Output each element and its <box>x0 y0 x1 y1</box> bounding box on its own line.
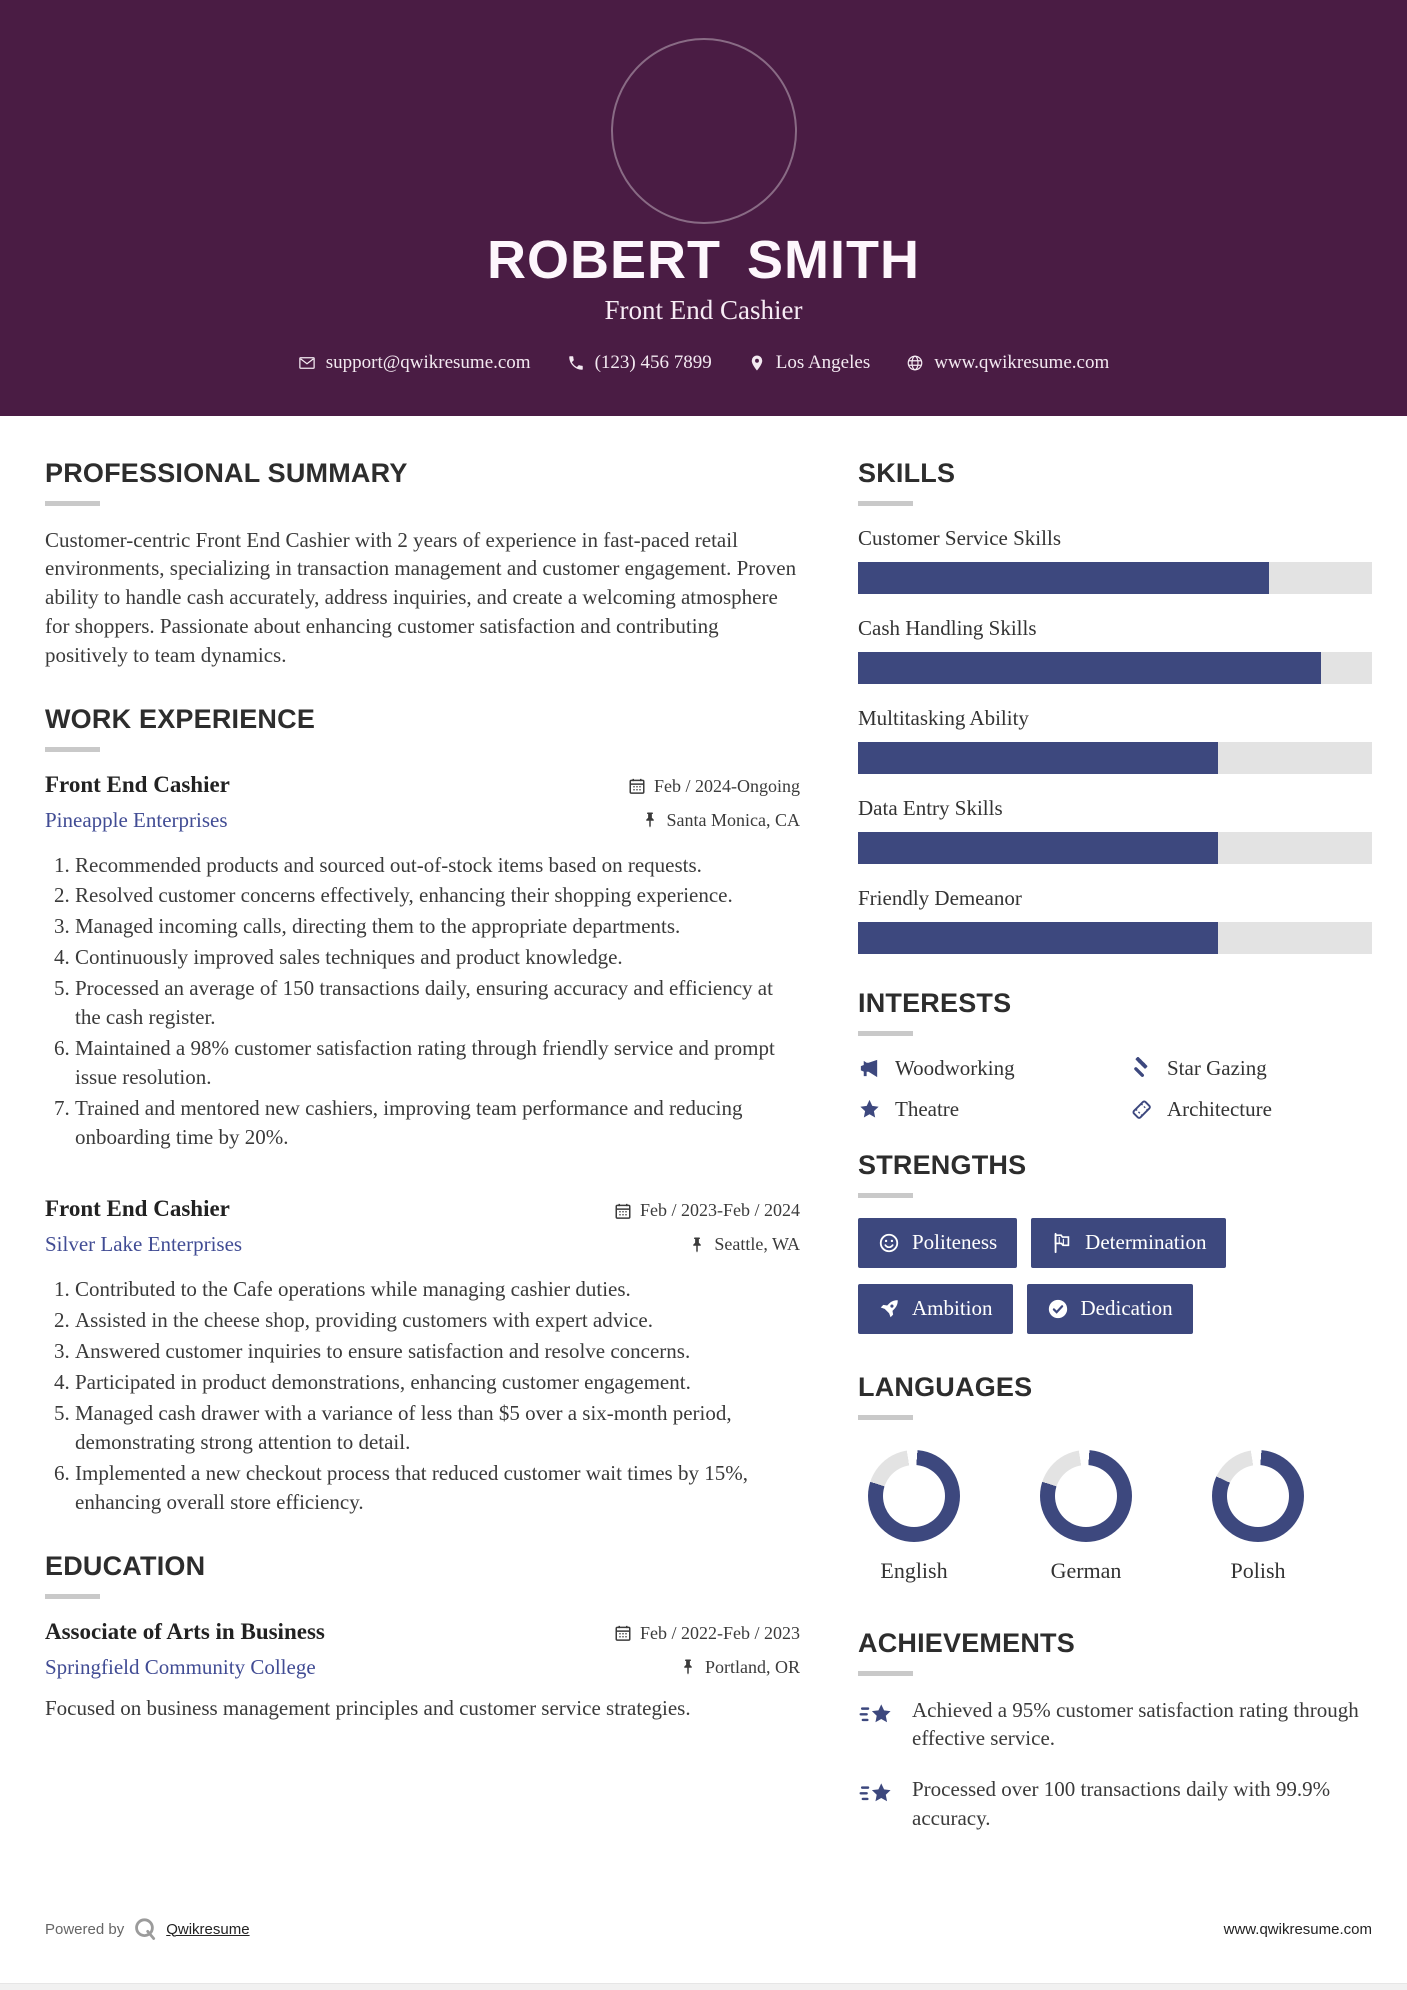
experience-section <box>45 704 800 1517</box>
job-header-right <box>628 772 800 831</box>
skill-label: Data Entry Skills <box>858 795 1003 820</box>
job-dates-text: Feb / 2023-Feb / 2024 <box>640 1200 800 1221</box>
language-label: Polish <box>1230 1557 1286 1583</box>
language-item <box>1212 1450 1304 1584</box>
strength-label: Ambition <box>912 1296 993 1321</box>
section-divider <box>45 1594 100 1599</box>
education-location-text: Portland, OR <box>704 1656 800 1677</box>
achievement-item <box>858 1696 1372 1754</box>
candidate-name: ROBERT SMITH <box>487 230 920 290</box>
job-title: Front End Cashier <box>45 1196 230 1222</box>
avatar <box>611 38 797 224</box>
contact-text: www.qwikresume.com <box>934 351 1110 373</box>
contact-text: support@qwikresume.com <box>325 351 531 373</box>
interest-item <box>858 1097 1130 1122</box>
section-divider <box>858 1415 913 1420</box>
contact-bar <box>0 352 1407 374</box>
contact-text: Los Angeles <box>775 351 871 373</box>
education-location <box>679 1657 800 1678</box>
contact-text: (123) 456 7899 <box>594 351 712 373</box>
calendar-icon <box>614 1624 632 1642</box>
skill-bar-fill <box>858 742 1218 774</box>
globe-icon <box>906 354 924 372</box>
qwikresume-link[interactable]: Qwikresume <box>166 1920 250 1938</box>
job-location <box>688 1234 800 1255</box>
section-divider <box>858 1671 913 1676</box>
job-company: Pineapple Enterprises <box>45 807 228 832</box>
interest-item <box>1130 1097 1372 1122</box>
school-name: Springfield Community College <box>45 1654 316 1679</box>
skill-row <box>858 796 1372 864</box>
job-bullet: 2. Resolved customer concerns effectively, enhancing their shopping experience. <box>75 881 800 910</box>
shooting-star-icon <box>858 1777 896 1811</box>
job-bullets <box>45 1275 800 1517</box>
pushpin-icon <box>679 1658 697 1676</box>
section-divider <box>858 1031 913 1036</box>
skill-row <box>858 886 1372 954</box>
skill-label: Customer Service Skills <box>858 525 1061 550</box>
job-bullet: 4. Participated in product demonstrations, enhancing customer engagement. <box>75 1368 800 1397</box>
skill-bar-track <box>858 652 1372 684</box>
job-header-right <box>614 1196 800 1255</box>
strength-label: Politeness <box>912 1230 998 1255</box>
candidate-title: Front End Cashier <box>604 294 803 325</box>
education-heading: EDUCATION <box>45 1550 206 1581</box>
job-company: Silver Lake Enterprises <box>45 1232 243 1257</box>
education-dates-text: Feb / 2022-Feb / 2023 <box>640 1622 800 1643</box>
achievement-item <box>858 1775 1372 1833</box>
pushpin-icon <box>688 1236 706 1254</box>
job-header-left <box>45 772 230 833</box>
languages-heading: LANGUAGES <box>858 1371 1033 1402</box>
interest-item <box>858 1056 1130 1081</box>
job-bullet: 1. Recommended products and sourced out-of-stock items based on requests. <box>75 851 800 880</box>
job-location-text: Santa Monica, CA <box>666 809 800 830</box>
language-item <box>1040 1450 1132 1584</box>
skill-bar-fill <box>858 652 1321 684</box>
contact-item <box>567 352 712 374</box>
skill-bar-track <box>858 742 1372 774</box>
job-bullet: 5. Managed cash drawer with a variance of less than $5 over a six-month period, demonstrating strong attention to detail. <box>75 1399 800 1457</box>
envelope-icon <box>298 354 316 372</box>
calendar-icon <box>628 777 646 795</box>
job-location-text: Seattle, WA <box>714 1234 800 1255</box>
language-donut-chart <box>1212 1450 1304 1542</box>
achievement-text: Achieved a 95% customer satisfaction rating through effective service. <box>912 1697 1359 1751</box>
job-title: Front End Cashier <box>45 771 230 797</box>
strengths-heading: STRENGTHS <box>858 1149 1027 1180</box>
skills-heading: SKILLS <box>858 457 956 488</box>
degree-title: Associate of Arts in Business <box>45 1618 325 1644</box>
interests-heading: INTERESTS <box>858 987 1012 1018</box>
achievements-section <box>858 1628 1372 1833</box>
star-icon <box>858 1098 881 1121</box>
powered-by-label: Powered by <box>45 1920 125 1938</box>
education-description: Focused on business management principles and customer service strategies. <box>45 1695 691 1720</box>
strengths-section <box>858 1150 1372 1350</box>
shooting-star-icon <box>858 1698 896 1732</box>
skill-label: Multitasking Ability <box>858 705 1029 730</box>
strength-pill <box>858 1218 1017 1268</box>
skill-bar-track <box>858 922 1372 954</box>
interest-label: Star Gazing <box>1167 1055 1267 1080</box>
education-dates <box>614 1623 800 1644</box>
skill-label: Cash Handling Skills <box>858 615 1037 640</box>
strength-label: Dedication <box>1080 1296 1173 1321</box>
skill-row <box>858 706 1372 774</box>
ticket-icon <box>1130 1098 1153 1121</box>
job-bullet: 1. Contributed to the Cafe operations while managing cashier duties. <box>75 1275 800 1304</box>
skill-bar-fill <box>858 922 1218 954</box>
job-header <box>45 1196 800 1257</box>
language-label: German <box>1050 1557 1122 1583</box>
job-bullet: 3. Answered customer inquiries to ensure satisfaction and resolve concerns. <box>75 1337 800 1366</box>
job-dates-text: Feb / 2024-Ongoing <box>654 775 800 796</box>
interest-label: Woodworking <box>895 1055 1015 1080</box>
pushpin-icon <box>641 811 659 829</box>
flag-icon <box>1051 1232 1073 1254</box>
languages-section <box>858 1372 1372 1584</box>
section-divider <box>45 501 100 506</box>
job-bullet: 5. Processed an average of 150 transactions daily, ensuring accuracy and efficiency at the cash register. <box>75 974 800 1032</box>
summary-heading: PROFESSIONAL SUMMARY <box>45 457 408 488</box>
job-header-left <box>45 1196 242 1257</box>
strength-pill <box>858 1284 1013 1334</box>
skill-bar-track <box>858 832 1372 864</box>
job-bullet: 6. Maintained a 98% customer satisfaction rating through friendly service and prompt issue resolution. <box>75 1034 800 1092</box>
language-donut-chart <box>868 1450 960 1542</box>
strength-label: Determination <box>1085 1230 1207 1255</box>
skill-bar-track <box>858 562 1372 594</box>
strength-pill <box>1031 1218 1226 1268</box>
rocket-icon <box>878 1298 900 1320</box>
megaphone-icon <box>858 1057 881 1080</box>
strength-pill <box>1027 1284 1193 1334</box>
interests-section <box>858 988 1372 1122</box>
summary-text: Customer-centric Front End Cashier with 2 years of experience in fast-paced retail environments, specializing in transaction management and customer engagement. Proven ability to handle cash accurately, address inquiries, and create a welcoming atmosphere for shoppers. Passionate about enhancing customer satisfaction and contributing positively to team dynamics. <box>45 527 797 667</box>
job-location <box>641 810 800 831</box>
education-section <box>45 1551 800 1723</box>
location-pin-icon <box>748 354 766 372</box>
contact-item <box>906 352 1109 374</box>
language-donut-chart <box>1040 1450 1132 1542</box>
summary-section <box>45 458 800 670</box>
interest-label: Theatre <box>895 1096 960 1121</box>
language-label: English <box>880 1557 948 1583</box>
language-item <box>868 1450 960 1584</box>
phone-icon <box>567 354 585 372</box>
footer-site-link[interactable]: www.qwikresume.com <box>1223 1920 1372 1938</box>
contact-item <box>298 352 531 374</box>
job-bullets <box>45 851 800 1153</box>
skill-label: Friendly Demeanor <box>858 885 1022 910</box>
section-divider <box>858 501 913 506</box>
job-bullet: 7. Trained and mentored new cashiers, improving team performance and reducing onboarding time by 20%. <box>75 1094 800 1152</box>
job-header <box>45 772 800 833</box>
job-bullet: 2. Assisted in the cheese shop, providing customers with expert advice. <box>75 1306 800 1335</box>
bottom-strip <box>0 1983 1407 1990</box>
job-dates <box>628 776 800 797</box>
calendar-icon <box>614 1202 632 1220</box>
skill-bar-fill <box>858 562 1269 594</box>
qwikresume-logo-icon <box>132 1916 158 1942</box>
interest-label: Architecture <box>1167 1096 1272 1121</box>
achievements-heading: ACHIEVEMENTS <box>858 1627 1075 1658</box>
gavel-icon <box>1130 1057 1153 1080</box>
section-divider <box>858 1193 913 1198</box>
job-bullet: 3. Managed incoming calls, directing them to the appropriate departments. <box>75 912 800 941</box>
experience-heading: WORK EXPERIENCE <box>45 703 316 734</box>
achievement-text: Processed over 100 transactions daily with 99.9% accuracy. <box>912 1777 1331 1830</box>
contact-item <box>748 352 870 374</box>
job-dates <box>614 1200 800 1221</box>
skill-row <box>858 616 1372 684</box>
interest-item <box>1130 1056 1372 1081</box>
job-bullet: 6. Implemented a new checkout process that reduced customer wait times by 15%, enhancing overall store efficiency. <box>75 1459 800 1517</box>
skill-row <box>858 526 1372 594</box>
job-bullet: 4. Continuously improved sales techniques and product knowledge. <box>75 943 800 972</box>
job-entry <box>45 772 800 1153</box>
check-circle-icon <box>1047 1298 1069 1320</box>
section-divider <box>45 747 100 752</box>
skill-bar-fill <box>858 832 1218 864</box>
job-entry <box>45 1196 800 1517</box>
smiley-icon <box>878 1232 900 1254</box>
page-footer <box>45 1916 1372 1942</box>
skills-section <box>858 458 1372 954</box>
resume-header <box>0 0 1407 416</box>
